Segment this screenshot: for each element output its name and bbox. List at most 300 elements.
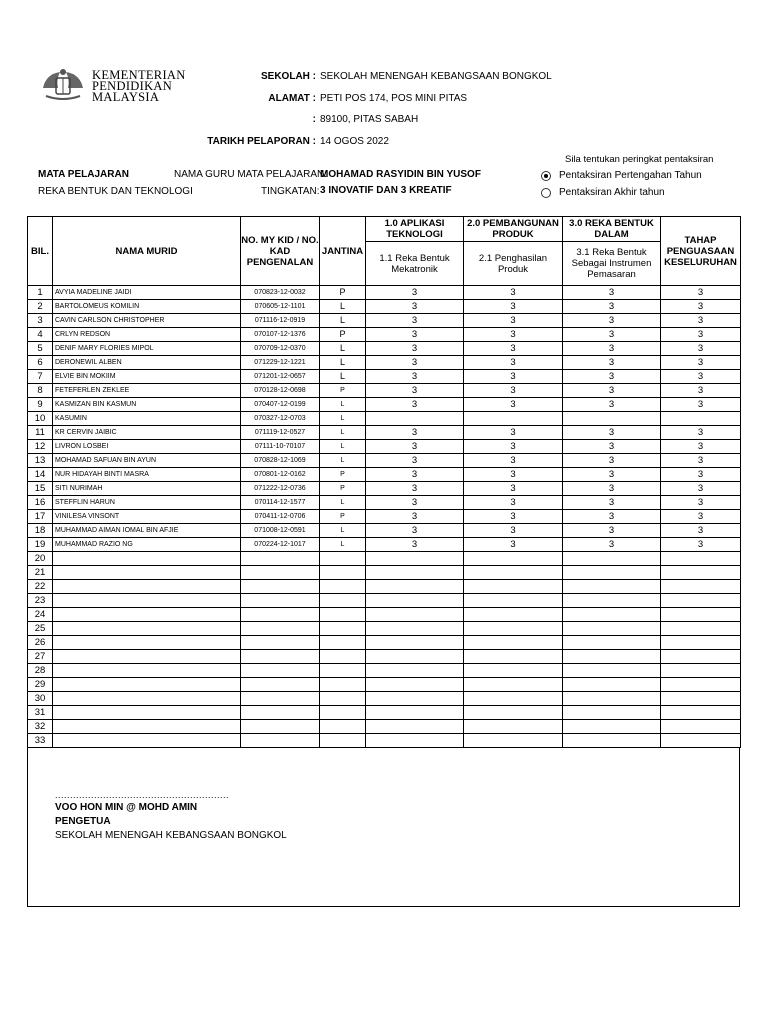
row-bil: 9: [28, 398, 53, 412]
header-kid: NO. MY KID / NO. KAD PENGENALAN: [241, 217, 320, 286]
table-row: [28, 706, 741, 720]
student-kid: 071201-12-0657: [241, 370, 320, 384]
table-row: [28, 622, 741, 636]
score-3: 3: [563, 482, 661, 496]
assessment-prompt: Sila tentukan peringkat pentaksiran: [565, 154, 714, 165]
score-overall: 3: [661, 370, 741, 384]
student-gender: L: [320, 524, 366, 538]
assessment-option-mid-label: Pentaksiran Pertengahan Tahun: [559, 170, 702, 181]
student-name: ELVIE BIN MOKIIM: [53, 370, 241, 384]
score-1: 3: [366, 328, 464, 342]
row-bil: 31: [28, 706, 53, 720]
student-kid: [241, 706, 320, 720]
score-3: 3: [563, 384, 661, 398]
score-overall: 3: [661, 440, 741, 454]
score-3: 3: [563, 328, 661, 342]
student-name: [53, 622, 241, 636]
score-2: [464, 706, 563, 720]
student-gender: L: [320, 356, 366, 370]
student-kid: 070411-12-0706: [241, 510, 320, 524]
row-bil: 24: [28, 608, 53, 622]
score-overall: [661, 692, 741, 706]
score-overall: [661, 720, 741, 734]
table-row: [28, 664, 741, 678]
score-2: 3: [464, 286, 563, 300]
row-bil: 27: [28, 650, 53, 664]
score-1: 3: [366, 300, 464, 314]
score-3: 3: [563, 524, 661, 538]
row-bil: 5: [28, 342, 53, 356]
student-name: [53, 706, 241, 720]
score-2: [464, 608, 563, 622]
row-bil: 22: [28, 580, 53, 594]
student-gender: L: [320, 454, 366, 468]
student-name: DENIF MARY FLORIES MIPOL: [53, 342, 241, 356]
principal-name: VOO HON MIN @ MOHD AMIN: [55, 802, 198, 813]
student-name: [53, 608, 241, 622]
student-kid: [241, 566, 320, 580]
score-overall: [661, 608, 741, 622]
score-2: 3: [464, 538, 563, 552]
score-2: [464, 664, 563, 678]
score-3: [563, 566, 661, 580]
principal-school: SEKOLAH MENENGAH KEBANGSAAN BONGKOL: [55, 830, 287, 841]
table-row: [28, 342, 741, 356]
score-2: 3: [464, 342, 563, 356]
header-nama: NAMA MURID: [53, 217, 241, 286]
score-overall: [661, 580, 741, 594]
student-name: FETEFERLEN ZEKLEE: [53, 384, 241, 398]
row-bil: 8: [28, 384, 53, 398]
header-jantina: JANTINA: [320, 217, 366, 286]
score-3: 3: [563, 468, 661, 482]
score-2: [464, 566, 563, 580]
table-row: [28, 566, 741, 580]
row-bil: 15: [28, 482, 53, 496]
student-kid: 070709-12-0370: [241, 342, 320, 356]
header-sub-1: 1.1 Reka Bentuk Mekatronik: [366, 242, 464, 286]
guru-label: NAMA GURU MATA PELAJARAN:: [174, 169, 327, 180]
student-kid: [241, 734, 320, 748]
row-bil: 32: [28, 720, 53, 734]
score-2: 3: [464, 482, 563, 496]
score-3: [563, 720, 661, 734]
student-gender: P: [320, 384, 366, 398]
table-row: [28, 300, 741, 314]
score-1: 3: [366, 538, 464, 552]
student-name: STEFFLIN HARUN: [53, 496, 241, 510]
student-gender: [320, 650, 366, 664]
assessment-option-mid[interactable]: [541, 170, 702, 181]
student-name: [53, 594, 241, 608]
score-1: 3: [366, 286, 464, 300]
crest-icon: [38, 66, 88, 106]
score-2: 3: [464, 496, 563, 510]
table-row: [28, 734, 741, 748]
student-name: [53, 720, 241, 734]
score-3: [563, 412, 661, 426]
score-2: [464, 622, 563, 636]
table-row: [28, 314, 741, 328]
signature-box: [27, 747, 740, 907]
tarikh-label: TARIKH PELAPORAN :: [207, 136, 316, 147]
ministry-wordmark: KEMENTERIAN PENDIDIKAN MALAYSIA: [92, 68, 186, 104]
student-kid: [241, 720, 320, 734]
score-3: 3: [563, 538, 661, 552]
student-gender: [320, 552, 366, 566]
score-2: [464, 636, 563, 650]
score-overall: 3: [661, 426, 741, 440]
row-bil: 16: [28, 496, 53, 510]
student-name: NUR HIDAYAH BINTI MASRA: [53, 468, 241, 482]
student-kid: 07111-10-70107: [241, 440, 320, 454]
student-kid: [241, 650, 320, 664]
score-2: 3: [464, 314, 563, 328]
score-1: [366, 580, 464, 594]
score-3: 3: [563, 398, 661, 412]
student-name: [53, 650, 241, 664]
assessment-option-final[interactable]: [541, 187, 665, 198]
row-bil: 12: [28, 440, 53, 454]
score-1: [366, 678, 464, 692]
score-overall: 3: [661, 314, 741, 328]
row-bil: 30: [28, 692, 53, 706]
signature-line: ..........................................................: [55, 790, 230, 800]
table-row: [28, 594, 741, 608]
score-3: 3: [563, 300, 661, 314]
student-name: KASUMIN: [53, 412, 241, 426]
score-1: [366, 622, 464, 636]
score-overall: [661, 412, 741, 426]
table-row: [28, 398, 741, 412]
table-row: [28, 580, 741, 594]
score-overall: [661, 678, 741, 692]
score-2: 3: [464, 356, 563, 370]
student-name: DERONEWIL ALBEN: [53, 356, 241, 370]
row-bil: 23: [28, 594, 53, 608]
student-name: [53, 580, 241, 594]
score-3: 3: [563, 342, 661, 356]
student-gender: P: [320, 482, 366, 496]
row-bil: 26: [28, 636, 53, 650]
sekolah-label: SEKOLAH :: [261, 71, 316, 82]
score-2: [464, 412, 563, 426]
score-1: [366, 692, 464, 706]
row-bil: 18: [28, 524, 53, 538]
score-1: 3: [366, 314, 464, 328]
table-row: [28, 328, 741, 342]
score-2: 3: [464, 510, 563, 524]
score-3: [563, 706, 661, 720]
score-3: [563, 678, 661, 692]
score-1: [366, 636, 464, 650]
alamat-value-2: 89100, PITAS SABAH: [320, 114, 419, 125]
score-3: 3: [563, 314, 661, 328]
student-name: KR CERVIN JAIBIC: [53, 426, 241, 440]
score-1: 3: [366, 468, 464, 482]
student-kid: [241, 552, 320, 566]
score-overall: 3: [661, 356, 741, 370]
student-kid: 070407-12-0199: [241, 398, 320, 412]
header-construct-3: 3.0 REKA BENTUK DALAM: [563, 217, 661, 242]
student-kid: 070823-12-0032: [241, 286, 320, 300]
score-overall: 3: [661, 538, 741, 552]
score-1: 3: [366, 384, 464, 398]
table-row: [28, 384, 741, 398]
score-1: 3: [366, 510, 464, 524]
student-name: [53, 566, 241, 580]
header-construct-1: 1.0 APLIKASI TEKNOLOGI: [366, 217, 464, 242]
student-kid: 071116-12-0919: [241, 314, 320, 328]
student-kid: 070114-12-1577: [241, 496, 320, 510]
score-3: [563, 692, 661, 706]
row-bil: 17: [28, 510, 53, 524]
student-kid: 070801-12-0162: [241, 468, 320, 482]
score-3: [563, 552, 661, 566]
score-1: 3: [366, 356, 464, 370]
score-2: [464, 734, 563, 748]
score-1: 3: [366, 342, 464, 356]
score-2: 3: [464, 300, 563, 314]
radio-selected-icon[interactable]: [541, 171, 551, 181]
student-name: [53, 636, 241, 650]
score-overall: 3: [661, 454, 741, 468]
score-2: 3: [464, 398, 563, 412]
student-gender: L: [320, 412, 366, 426]
student-gender: P: [320, 468, 366, 482]
student-gender: L: [320, 370, 366, 384]
student-name: KASMIZAN BIN KASMUN: [53, 398, 241, 412]
alamat-value-1: PETI POS 174, POS MINI PITAS: [320, 93, 468, 104]
score-3: 3: [563, 356, 661, 370]
sekolah-value: SEKOLAH MENENGAH KEBANGSAAN BONGKOL: [320, 71, 552, 82]
student-gender: [320, 720, 366, 734]
radio-unselected-icon[interactable]: [541, 188, 551, 198]
score-1: 3: [366, 370, 464, 384]
score-3: [563, 664, 661, 678]
student-kid: [241, 692, 320, 706]
score-overall: [661, 706, 741, 720]
header-construct-2: 2.0 PEMBANGUNAN PRODUK: [464, 217, 563, 242]
row-bil: 2: [28, 300, 53, 314]
score-2: 3: [464, 328, 563, 342]
row-bil: 13: [28, 454, 53, 468]
score-3: 3: [563, 454, 661, 468]
student-kid: 070605-12-1101: [241, 300, 320, 314]
table-row: [28, 426, 741, 440]
score-1: [366, 552, 464, 566]
table-row: [28, 538, 741, 552]
score-1: [366, 594, 464, 608]
header-bil: BIL.: [28, 217, 53, 286]
student-table: [27, 216, 741, 748]
score-3: [563, 608, 661, 622]
row-bil: 14: [28, 468, 53, 482]
row-bil: 10: [28, 412, 53, 426]
row-bil: 21: [28, 566, 53, 580]
student-name: VINILESA VINSONT: [53, 510, 241, 524]
mata-pelajaran-value: REKA BENTUK DAN TEKNOLOGI: [38, 186, 193, 197]
table-row: [28, 608, 741, 622]
student-name: MUHAMMAD AIMAN IOMAL BIN AFJIE: [53, 524, 241, 538]
student-kid: [241, 580, 320, 594]
row-bil: 1: [28, 286, 53, 300]
score-3: 3: [563, 510, 661, 524]
student-gender: L: [320, 426, 366, 440]
table-row: [28, 412, 741, 426]
student-kid: 070327-12-0703: [241, 412, 320, 426]
student-gender: L: [320, 300, 366, 314]
table-row: [28, 468, 741, 482]
tingkatan-value: 3 INOVATIF DAN 3 KREATIF: [320, 185, 452, 196]
student-kid: 070224-12-1017: [241, 538, 320, 552]
score-overall: [661, 636, 741, 650]
header-sub-3: 3.1 Reka Bentuk Sebagai Instrumen Pemasaran: [563, 242, 661, 286]
score-3: [563, 580, 661, 594]
row-bil: 3: [28, 314, 53, 328]
score-2: 3: [464, 524, 563, 538]
student-name: MUHAMMAD RAZIO NG: [53, 538, 241, 552]
score-overall: 3: [661, 398, 741, 412]
score-1: [366, 650, 464, 664]
alamat-label: ALAMAT :: [268, 93, 316, 104]
score-3: [563, 636, 661, 650]
student-kid: [241, 664, 320, 678]
score-overall: 3: [661, 286, 741, 300]
table-row: [28, 356, 741, 370]
row-bil: 7: [28, 370, 53, 384]
row-bil: 6: [28, 356, 53, 370]
score-1: 3: [366, 524, 464, 538]
student-gender: L: [320, 342, 366, 356]
score-3: 3: [563, 370, 661, 384]
student-rows: [28, 286, 741, 748]
score-overall: 3: [661, 328, 741, 342]
student-gender: L: [320, 496, 366, 510]
student-name: [53, 692, 241, 706]
student-name: CRLYN REDSON: [53, 328, 241, 342]
score-3: [563, 594, 661, 608]
score-1: [366, 734, 464, 748]
score-2: 3: [464, 426, 563, 440]
student-kid: [241, 622, 320, 636]
table-row: [28, 552, 741, 566]
table-row: [28, 692, 741, 706]
score-1: [366, 720, 464, 734]
row-bil: 4: [28, 328, 53, 342]
score-2: 3: [464, 440, 563, 454]
score-2: 3: [464, 370, 563, 384]
score-overall: [661, 650, 741, 664]
score-1: 3: [366, 426, 464, 440]
student-gender: [320, 734, 366, 748]
student-gender: L: [320, 440, 366, 454]
score-2: [464, 650, 563, 664]
student-name: AVYIA MADELINE JAIDI: [53, 286, 241, 300]
score-1: [366, 566, 464, 580]
student-kid: [241, 636, 320, 650]
score-overall: 3: [661, 510, 741, 524]
score-overall: [661, 594, 741, 608]
score-1: 3: [366, 440, 464, 454]
score-3: 3: [563, 286, 661, 300]
student-gender: L: [320, 398, 366, 412]
row-bil: 20: [28, 552, 53, 566]
score-1: 3: [366, 454, 464, 468]
guru-value: MOHAMAD RASYIDIN BIN YUSOF: [320, 169, 481, 180]
score-overall: 3: [661, 384, 741, 398]
table-row: [28, 370, 741, 384]
student-kid: [241, 678, 320, 692]
student-name: [53, 678, 241, 692]
table-row: [28, 650, 741, 664]
score-2: 3: [464, 454, 563, 468]
score-1: [366, 412, 464, 426]
score-1: [366, 608, 464, 622]
score-1: [366, 664, 464, 678]
score-1: 3: [366, 482, 464, 496]
student-gender: [320, 636, 366, 650]
row-bil: 29: [28, 678, 53, 692]
student-name: [53, 664, 241, 678]
row-bil: 28: [28, 664, 53, 678]
score-2: [464, 552, 563, 566]
student-kid: 070828-12-1069: [241, 454, 320, 468]
table-row: [28, 720, 741, 734]
student-gender: [320, 608, 366, 622]
student-name: MOHAMAD SAFUAN BIN AYUN: [53, 454, 241, 468]
score-overall: 3: [661, 482, 741, 496]
table-row: [28, 524, 741, 538]
score-2: [464, 678, 563, 692]
score-overall: 3: [661, 524, 741, 538]
score-overall: 3: [661, 342, 741, 356]
student-gender: [320, 664, 366, 678]
table-row: [28, 454, 741, 468]
score-1: 3: [366, 496, 464, 510]
score-overall: 3: [661, 300, 741, 314]
student-kid: [241, 608, 320, 622]
student-gender: P: [320, 286, 366, 300]
score-3: [563, 650, 661, 664]
student-gender: [320, 706, 366, 720]
score-3: 3: [563, 440, 661, 454]
student-gender: L: [320, 314, 366, 328]
student-gender: [320, 678, 366, 692]
score-2: [464, 594, 563, 608]
student-table-container: [27, 216, 740, 748]
row-bil: 33: [28, 734, 53, 748]
table-row: [28, 510, 741, 524]
row-bil: 25: [28, 622, 53, 636]
student-gender: L: [320, 538, 366, 552]
student-gender: [320, 594, 366, 608]
score-overall: [661, 622, 741, 636]
score-2: 3: [464, 384, 563, 398]
score-2: 3: [464, 468, 563, 482]
student-name: BARTOLOMEUS KOMILIN: [53, 300, 241, 314]
student-name: [53, 734, 241, 748]
alamat-cont-label: :: [312, 114, 316, 125]
tarikh-value: 14 OGOS 2022: [320, 136, 389, 147]
tingkatan-label: TINGKATAN:: [261, 186, 320, 197]
score-2: [464, 720, 563, 734]
table-row: [28, 440, 741, 454]
header-tahap: TAHAP PENGUASAAN KESELURUHAN: [661, 217, 741, 286]
header-sub-2: 2.1 Penghasilan Produk: [464, 242, 563, 286]
assessment-option-final-label: Pentaksiran Akhir tahun: [559, 187, 665, 198]
student-kid: 071222-12-0736: [241, 482, 320, 496]
